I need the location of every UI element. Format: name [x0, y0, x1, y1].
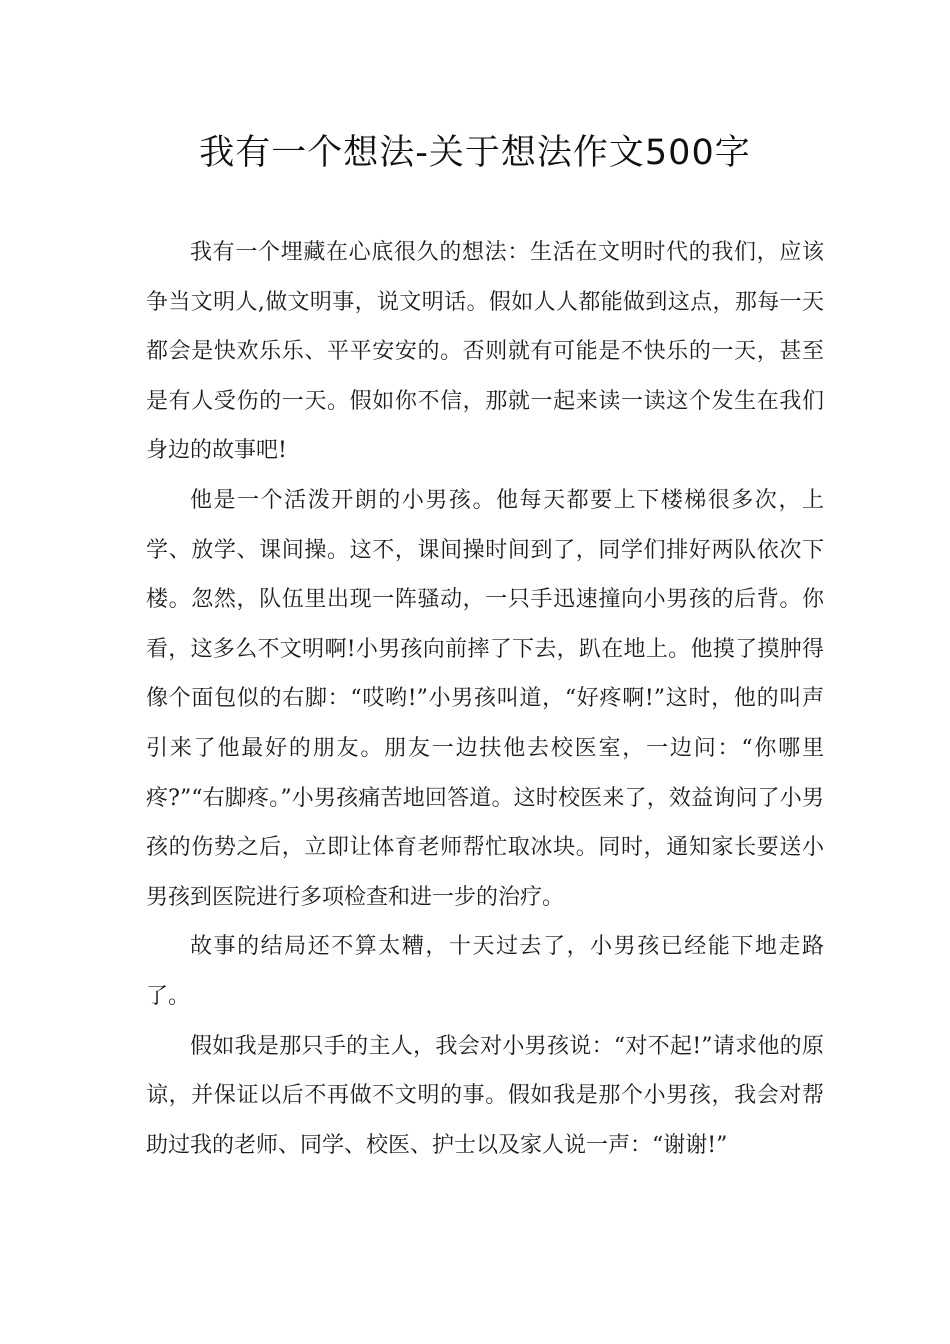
- paragraph-4: 假如我是那只手的主人，我会对小男孩说：“对不起!”请求他的原谅，并保证以后不再做不文明的事。假如我是那个小男孩，我会对帮助过我的老师、同学、校医、护士以及家人说一声：“谢谢!”: [146, 1033, 824, 1158]
- document-body: [146, 228, 824, 1170]
- paragraph-2: 他是一个活泼开朗的小男孩。他每天都要上下楼梯很多次，上学、放学、课间操。这不，课间操时间到了，同学们排好两队依次下楼。忽然，队伍里出现一阵骚动，一只手迅速撞向小男孩的后背。你看，这多么不文明啊!小男孩向前摔了下去，趴在地上。他摸了摸肿得像个面包似的右脚：“哎哟!”小男孩叫道，“好疼啊!”这时，他的叫声引来了他最好的朋友。朋友一边扶他去校医室，一边问：“你哪里疼?”“右脚疼。”小男孩痛苦地回答道。这时校医来了，效益询问了小男孩的伤势之后，立即让体育老师帮忙取冰块。同时，通知家长要送小男孩到医院进行多项检查和进一步的治疗。: [146, 487, 824, 910]
- paragraph-3: 故事的结局还不算太糟，十天过去了，小男孩已经能下地走路了。: [146, 934, 824, 1009]
- document-title: 我有一个想法-关于想法作文500字: [199, 133, 751, 173]
- paragraph-1: 我有一个埋藏在心底很久的想法：生活在文明时代的我们，应该争当文明人,做文明事，说文明话。假如人人都能做到这点，那每一天都会是快欢乐乐、平平安安的。否则就有可能是不快乐的一天，甚至是有人受伤的一天。假如你不信，那就一起来读一读这个发生在我们身边的故事吧!: [146, 240, 824, 464]
